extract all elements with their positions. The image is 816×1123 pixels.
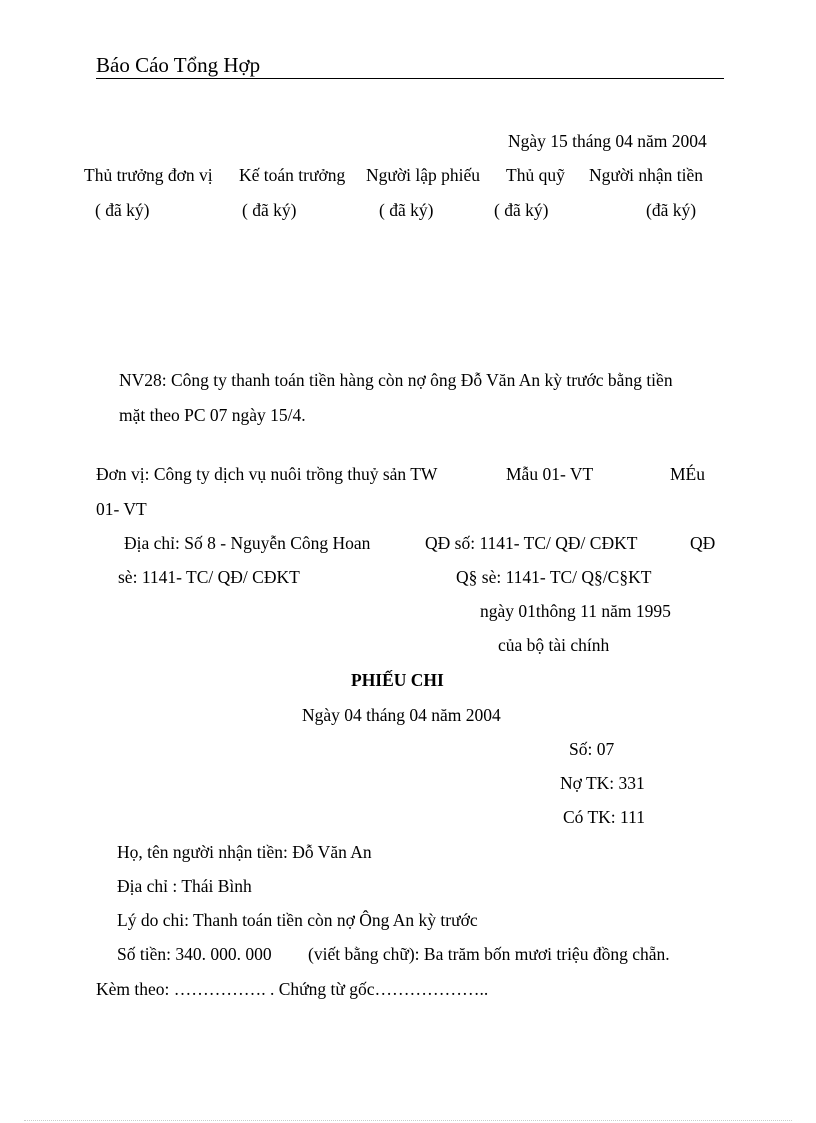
transaction-line-2: mặt theo PC 07 ngày 15/4. bbox=[119, 405, 306, 425]
voucher-address: Địa chỉ : Thái Bình bbox=[117, 876, 252, 896]
transaction-line-1: NV28: Công ty thanh toán tiền hàng còn nợ ông Đỗ Văn An kỳ trước bằng tiền bbox=[119, 370, 673, 390]
role-head-of-unit: Thủ trưởng đơn vị bbox=[84, 165, 213, 185]
role-recipient: Người nhận tiền bbox=[589, 165, 703, 185]
role-cashier: Thủ quỹ bbox=[506, 165, 565, 185]
voucher-amount-words: (viết bằng chữ): Ba trăm bốn mươi triệu đồng chẵn. bbox=[308, 944, 670, 964]
voucher-credit-account: Có TK: 111 bbox=[563, 807, 645, 827]
org-form-number-cont: 01- VT bbox=[96, 499, 147, 519]
role-chief-accountant: Kế toán trưởng bbox=[239, 165, 346, 185]
org-decision-date: ngày 01thông 11 năm 1995 bbox=[480, 601, 671, 621]
signed-cashier: ( đã ký) bbox=[494, 200, 549, 220]
voucher-recipient: Họ, tên người nhận tiền: Đỗ Văn An bbox=[117, 842, 372, 862]
signed-chief-accountant: ( đã ký) bbox=[242, 200, 297, 220]
voucher-attachments: Kèm theo: ……………. . Chứng từ gốc……………….. bbox=[96, 979, 489, 999]
signed-head-of-unit: ( đã ký) bbox=[95, 200, 150, 220]
org-decision-garbled-1: QĐ bbox=[690, 533, 716, 553]
org-address: Địa chỉ: Số 8 - Nguyễn Công Hoan bbox=[124, 533, 371, 553]
page-bottom-rule bbox=[24, 1120, 792, 1121]
voucher-debit-account: Nợ TK: 331 bbox=[560, 773, 645, 793]
voucher-number: Số: 07 bbox=[569, 739, 615, 759]
org-decision-garbled-3: Q§ sè: 1141- TC/ Q§/C§KT bbox=[456, 567, 652, 587]
org-decision-garbled-2: sè: 1141- TC/ QĐ/ CĐKT bbox=[118, 567, 300, 587]
voucher-reason: Lý do chi: Thanh toán tiền còn nợ Ông An kỳ trước bbox=[117, 910, 478, 930]
org-form-number-garbled: MÉu bbox=[670, 464, 705, 484]
voucher-amount: Số tiền: 340. 000. 000 bbox=[117, 944, 272, 964]
signed-preparer: ( đã ký) bbox=[379, 200, 434, 220]
role-preparer: Người lập phiếu bbox=[366, 165, 480, 185]
org-ministry: của bộ tài chính bbox=[498, 635, 610, 655]
org-unit: Đơn vị: Công ty dịch vụ nuôi trồng thuỷ sản TW bbox=[96, 464, 438, 484]
report-header-title: Báo Cáo Tổng Hợp bbox=[96, 52, 724, 79]
org-decision: QĐ số: 1141- TC/ QĐ/ CĐKT bbox=[425, 533, 638, 553]
signed-recipient: (đã ký) bbox=[646, 200, 697, 220]
org-form-number: Mẫu 01- VT bbox=[506, 464, 594, 484]
voucher-title: PHIẾU CHI bbox=[351, 670, 444, 690]
signature-date: Ngày 15 tháng 04 năm 2004 bbox=[508, 131, 707, 151]
voucher-date: Ngày 04 tháng 04 năm 2004 bbox=[302, 705, 501, 725]
